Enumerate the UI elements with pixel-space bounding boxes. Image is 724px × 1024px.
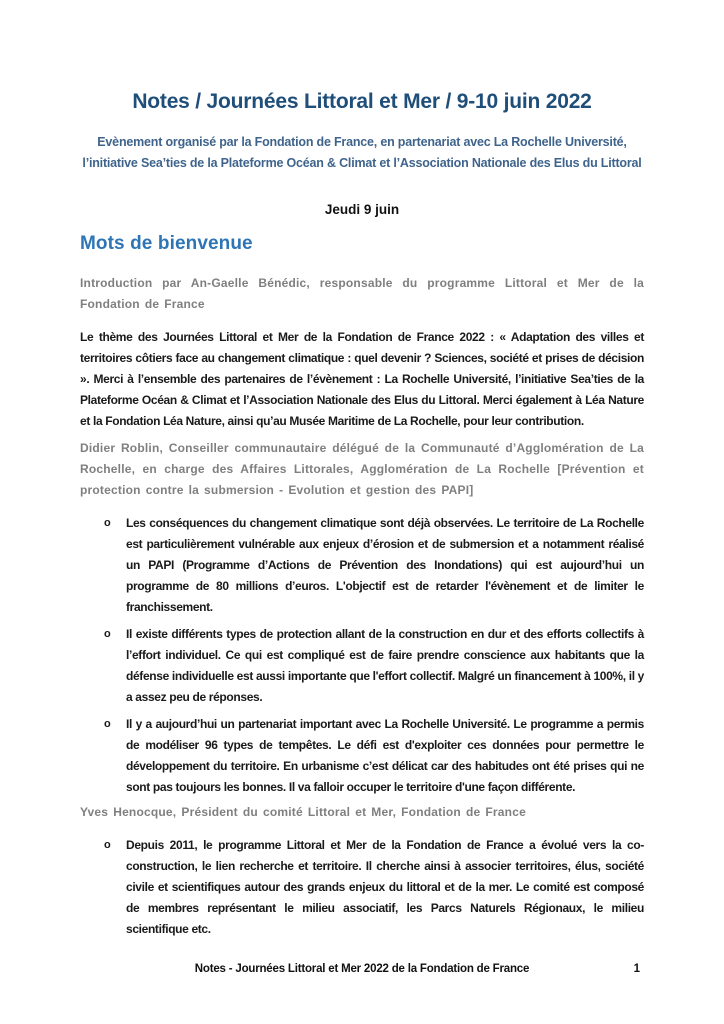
bullet-list: [80, 513, 644, 798]
bullet-text: Les conséquences du changement climatique sont déjà observées. Le territoire de La Rochelle est particulièrement vulnérable aux enjeux d’érosion et de submersion et a notamment réalisé un PAPI (Programme d’Actions de Prévention des Inondations) qui est aujourd’hui un programme de 80 millions d’euros. L'objectif est de retarder l'évènement et de limiter le franchissement.: [126, 515, 644, 614]
section-heading-welcome: Mots de bienvenue: [80, 233, 253, 254]
subtitle-line: Evènement organisé par la Fondation de France, en partenariat avec La Rochelle Université,: [97, 135, 627, 149]
bullet-text: Il y a aujourd’hui un partenariat important avec La Rochelle Université. Le programme a permis de modéliser 96 types de tempêtes. Le défi est d'exploiter ces données pour permettre le développement du territoire. En urbanisme c’est délicat car des habitudes ont été prises qui ne sont pas toujours les bonnes. Il va falloir occuper le territoire d'une façon différente.: [126, 716, 644, 794]
body-paragraph: Le thème des Journées Littoral et Mer de la Fondation de France 2022 : « Adaptation des villes et territoires côtiers face au changement climatique : quel devenir ? Sciences, société et prises de décision ». Merci à l’ensemble des partenaires de l’évènement : La Rochelle Université, l’initiative Sea’ties de la Plateforme Océan & Climat et l’Association Nationale des Elus du Littoral. Merci également à Léa Nature et la Fondation Léa Nature, ainsi qu’au Musée Maritime de La Rochelle, pour leur contribution.: [80, 329, 644, 428]
page-footer: [80, 961, 644, 983]
bullet-text: Depuis 2011, le programme Littoral et Mer de la Fondation de France a évolué vers la co-construction, le lien recherche et territoire. Il cherche ainsi à associer territoires, élus, société civile et scientifiques autour des grands enjeux du littoral et de la mer. Le comité est composé de membres représentant le milieu associatif, les Parcs Naturels Régionaux, le milieu scientifique etc.: [126, 837, 644, 936]
bullet-item: [80, 624, 644, 708]
bullet-marker: o: [104, 516, 111, 529]
document-subtitle: [80, 132, 644, 174]
bullet-marker: o: [104, 838, 111, 851]
day-heading: Jeudi 9 juin: [324, 202, 400, 217]
bullet-item: [80, 714, 644, 798]
bullet-list: [80, 835, 644, 940]
bullet-item: [80, 513, 644, 618]
bullet-item: [80, 835, 644, 940]
speaker-heading-introduction: Introduction par An-Gaelle Bénédic, responsable du programme Littoral et Mer de la Fondation de France: [80, 275, 644, 311]
subtitle-line: l’initiative Sea’ties de la Plateforme Océan & Climat et l’Association Nationale des Elus du Littoral: [82, 156, 642, 170]
footer-text: Notes - Journées Littoral et Mer 2022 de la Fondation de France: [194, 963, 530, 975]
speaker-heading-didier-roblin: Didier Roblin, Conseiller communautaire délégué de la Communauté d’Agglomération de La Rochelle, en charge des Affaires Littorales, Agglomération de La Rochelle [Prévention et protection contre la submersion - Evolution et gestion des PAPI]: [80, 440, 644, 497]
bullet-marker: o: [104, 627, 111, 640]
page-number: 1: [633, 963, 640, 975]
bullet-text: Il existe différents types de protection allant de la construction en dur et des efforts collectifs à l’effort individuel. Ce qui est compliqué est de faire prendre conscience aux habitants que la défense individuelle est aussi importante que l'effort collectif. Malgré un financement à 100%, il y a assez peu de réponses.: [126, 626, 644, 704]
speaker-heading-yves-henocque: Yves Henocque, Président du comité Littoral et Mer, Fondation de France: [80, 804, 526, 819]
document-title: Notes / Journées Littoral et Mer / 9-10 juin 2022: [132, 90, 592, 113]
bullet-marker: o: [104, 717, 111, 730]
